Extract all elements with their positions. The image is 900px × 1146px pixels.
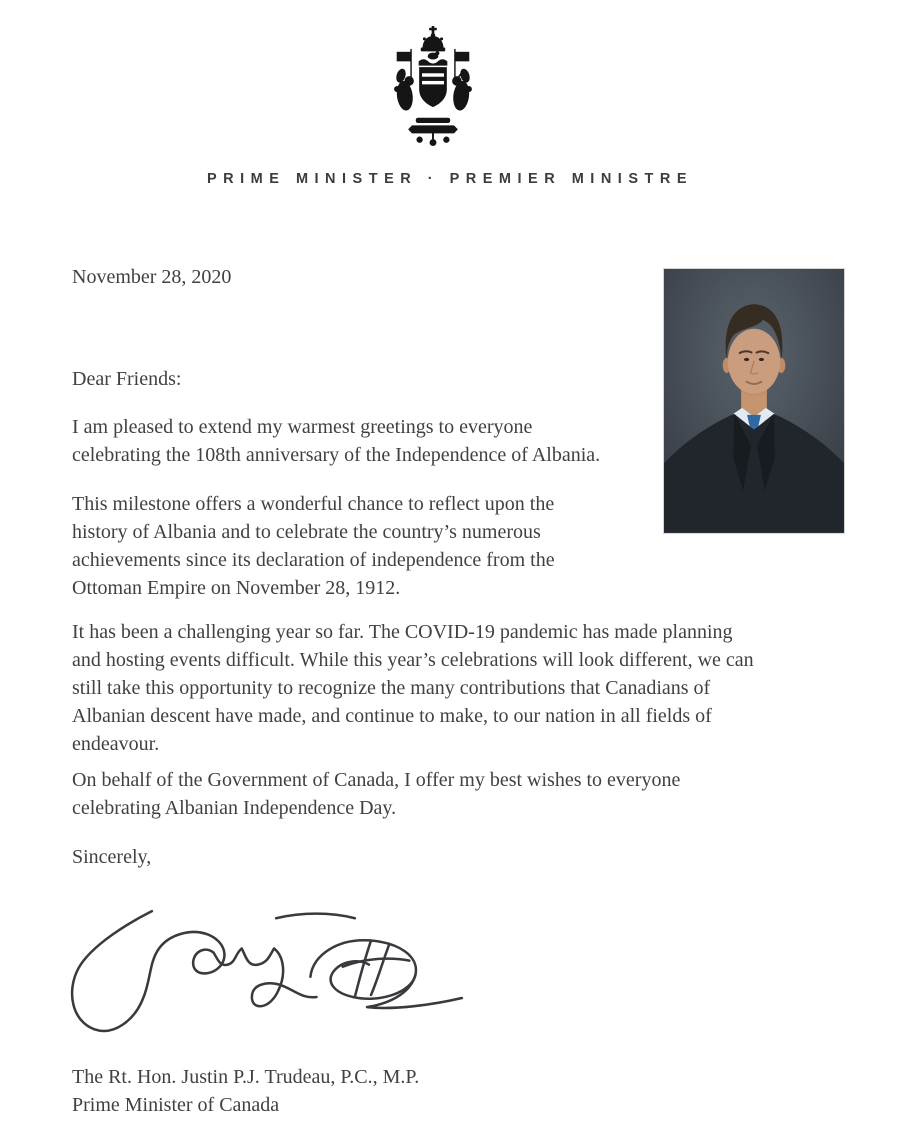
paragraph-4	[72, 766, 680, 822]
canada-coat-of-arms-icon	[390, 26, 476, 148]
signature-block	[72, 1063, 419, 1119]
signer-name: The Rt. Hon. Justin P.J. Trudeau, P.C., M.P.	[72, 1066, 420, 1088]
pm-portrait-photo	[663, 268, 845, 534]
paragraph-line: and hosting events difficult. While this year’s celebrations will look different, we can	[72, 649, 754, 671]
paragraph-1	[72, 413, 600, 469]
paragraph-line: Albanian descent have made, and continue to make, to our nation in all fields of	[72, 705, 712, 727]
salutation: Dear Friends:	[72, 368, 182, 390]
paragraph-line: I am pleased to extend my warmest greetings to everyone	[72, 416, 533, 438]
paragraph-line: It has been a challenging year so far. The COVID-19 pandemic has made planning	[72, 621, 733, 643]
paragraph-line: endeavour.	[72, 733, 160, 755]
letter-date: November 28, 2020	[72, 266, 232, 288]
paragraph-line: On behalf of the Government of Canada, I offer my best wishes to everyone	[72, 769, 681, 791]
paragraph-line: still take this opportunity to recognize the many contributions that Canadians of	[72, 677, 711, 699]
page-title: PRIME MINISTER · PREMIER MINISTRE	[207, 171, 693, 187]
signer-title: Prime Minister of Canada	[72, 1094, 280, 1116]
paragraph-line: celebrating the 108th anniversary of the Independence of Albania.	[72, 444, 601, 466]
paragraph-2	[72, 490, 555, 602]
signature-image	[56, 896, 470, 1048]
paragraph-line: Ottoman Empire on November 28, 1912.	[72, 577, 401, 599]
paragraph-line: history of Albania and to celebrate the country’s numerous	[72, 521, 541, 543]
paragraph-line: This milestone offers a wonderful chance to reflect upon the	[72, 493, 555, 515]
paragraph-3	[72, 618, 754, 758]
closing: Sincerely,	[72, 846, 152, 868]
paragraph-line: celebrating Albanian Independence Day.	[72, 797, 397, 819]
paragraph-line: achievements since its declaration of independence from the	[72, 549, 555, 571]
